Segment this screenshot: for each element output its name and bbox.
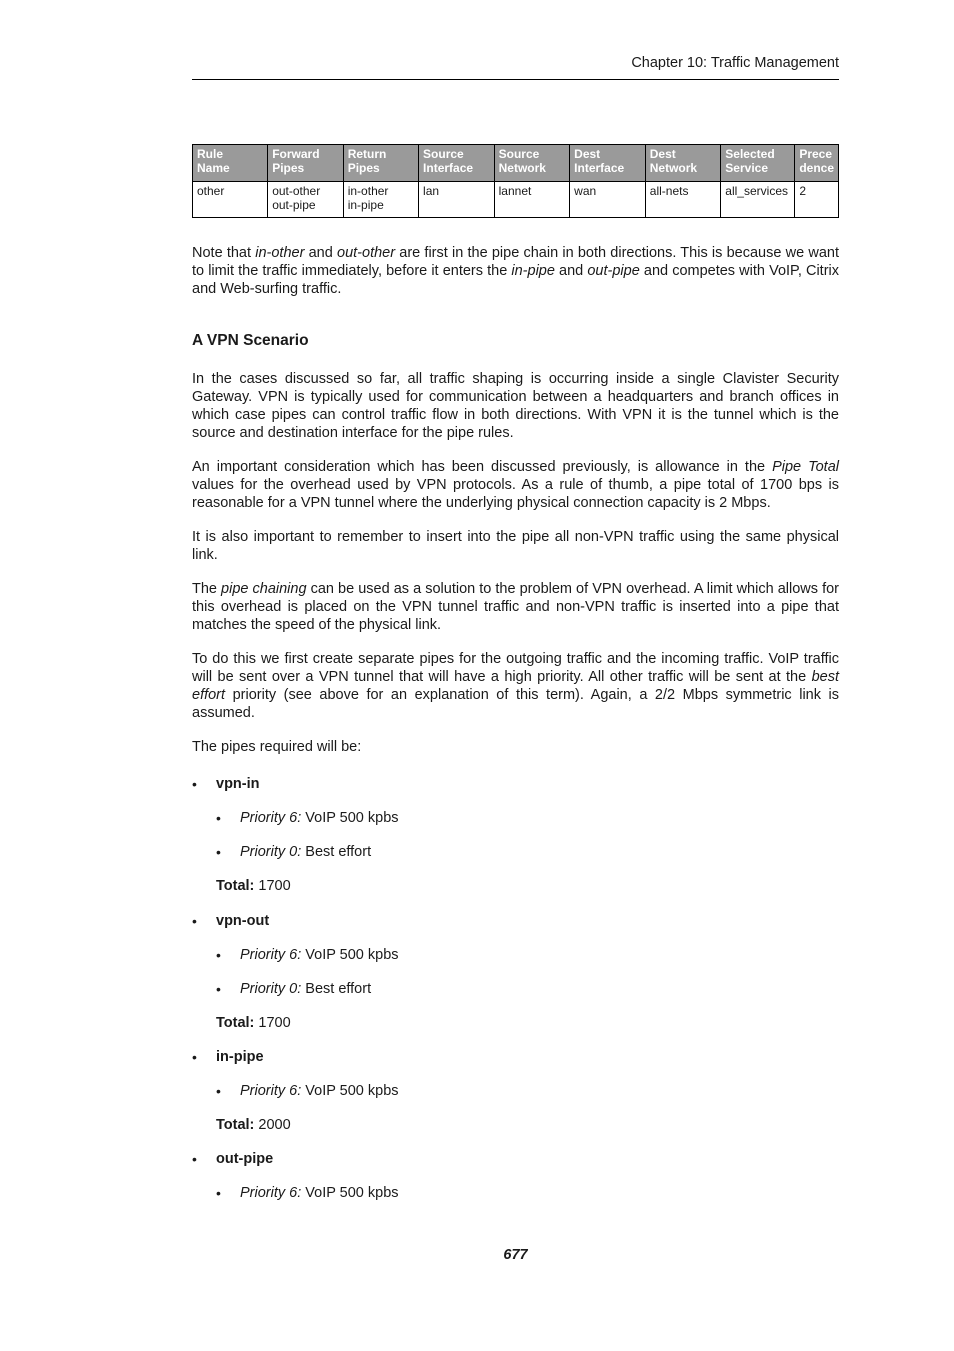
cell-dest-network: all-nets (645, 182, 721, 218)
cell-rule-name: other (193, 182, 268, 218)
pipe-vpn-in: vpn-in (216, 776, 260, 792)
cell-forward-pipes: out-other out-pipe (268, 182, 344, 218)
section-title: A VPN Scenario (192, 332, 309, 349)
cell-source-network: lannet (494, 182, 570, 218)
pipe-vpn-out: vpn-out (216, 913, 270, 929)
page-number: 677 (503, 1247, 528, 1263)
vpn-out-priority-0: Priority 0: Best effort (240, 981, 372, 997)
header-source-interface: Source Interface (419, 145, 495, 182)
pipe-rule-table (192, 144, 839, 218)
paragraph-6: The pipes required will be: (192, 739, 362, 755)
note-paragraph: Note that in-other and out-other are first in the pipe chain in both directions. This is because we want to limit the traffic immediately, before it enters the in-pipe and out-pipe and competes with VoIP, Citrix and Web-surfing traffic. (192, 245, 840, 297)
bullet-icon: • (216, 1185, 221, 1201)
paragraph-2: An important consideration which has been discussed previously, is allowance in the Pipe Total values for the overhead used by VPN protocols. As a rule of thumb, a pipe total of 1700 bps is reasonable for a VPN tunnel where the underlying physical connection capacity is 2 Mbps. (192, 459, 839, 511)
in-pipe-priority-6: Priority 6: VoIP 500 kpbs (240, 1083, 399, 1099)
paragraph-5: To do this we first create separate pipes for the outgoing traffic and the incoming traffic. VoIP traffic will be sent over a VPN tunnel that will have a high priority. All other traffic will be sent at the best effort priority (see above for an explanation of this term). Again, a 2/2 Mbps symmetric link is assumed. (192, 651, 839, 721)
bullet-icon: • (216, 1083, 221, 1099)
bullet-icon: • (192, 1049, 197, 1065)
header-dest-interface: Dest Interface (570, 145, 646, 182)
bullet-icon: • (216, 981, 221, 997)
bullet-icon: • (216, 844, 221, 860)
pipe-in-pipe: in-pipe (216, 1049, 264, 1065)
vpn-in-priority-0: Priority 0: Best effort (240, 844, 372, 860)
table-header-row (193, 145, 839, 182)
paragraph-3: It is also important to remember to insert into the pipe all non-VPN traffic using the same physical link. (192, 529, 839, 563)
bullet-icon: • (216, 947, 221, 963)
chapter-header: Chapter 10: Traffic Management (631, 55, 839, 71)
table-row (193, 182, 839, 218)
paragraph-4: The pipe chaining can be used as a solution to the problem of VPN overhead. A limit which allows for this overhead is placed on the VPN tunnel traffic and non-VPN traffic is inserted into a pipe that matches the speed of the physical link. (192, 581, 839, 633)
cell-selected-service: all_services (721, 182, 795, 218)
vpn-out-priority-6: Priority 6: VoIP 500 kpbs (240, 947, 399, 963)
bullet-icon: • (192, 1151, 197, 1167)
bullet-icon: • (192, 776, 197, 792)
out-pipe-priority-6: Priority 6: VoIP 500 kpbs (240, 1185, 399, 1201)
header-rule (192, 79, 839, 80)
cell-source-interface: lan (419, 182, 495, 218)
header-dest-network: Dest Network (645, 145, 721, 182)
header-precedence: Prece dence (795, 145, 839, 182)
cell-dest-interface: wan (570, 182, 646, 218)
header-source-network: Source Network (494, 145, 570, 182)
vpn-in-total: Total: 1700 (216, 878, 291, 894)
vpn-out-total: Total: 1700 (216, 1015, 291, 1031)
in-pipe-total: Total: 2000 (216, 1117, 291, 1133)
paragraph-1: In the cases discussed so far, all traffic shaping is occurring inside a single Clavister Security Gateway. VPN is typically used for communication between a headquarters and branch offices in which case pipes can control traffic flow in both directions. With VPN it is the tunnel which is the source and destination interface for the pipe rules. (192, 371, 839, 441)
bullet-icon: • (216, 810, 221, 826)
cell-precedence: 2 (795, 182, 839, 218)
header-return-pipes: Return Pipes (343, 145, 418, 182)
header-rule-name: Rule Name (193, 145, 268, 182)
header-selected-service: Selected Service (721, 145, 795, 182)
bullet-icon: • (192, 913, 197, 929)
header-forward-pipes: Forward Pipes (268, 145, 344, 182)
vpn-in-priority-6: Priority 6: VoIP 500 kpbs (240, 810, 399, 826)
pipe-out-pipe: out-pipe (216, 1151, 274, 1167)
cell-return-pipes: in-other in-pipe (343, 182, 418, 218)
